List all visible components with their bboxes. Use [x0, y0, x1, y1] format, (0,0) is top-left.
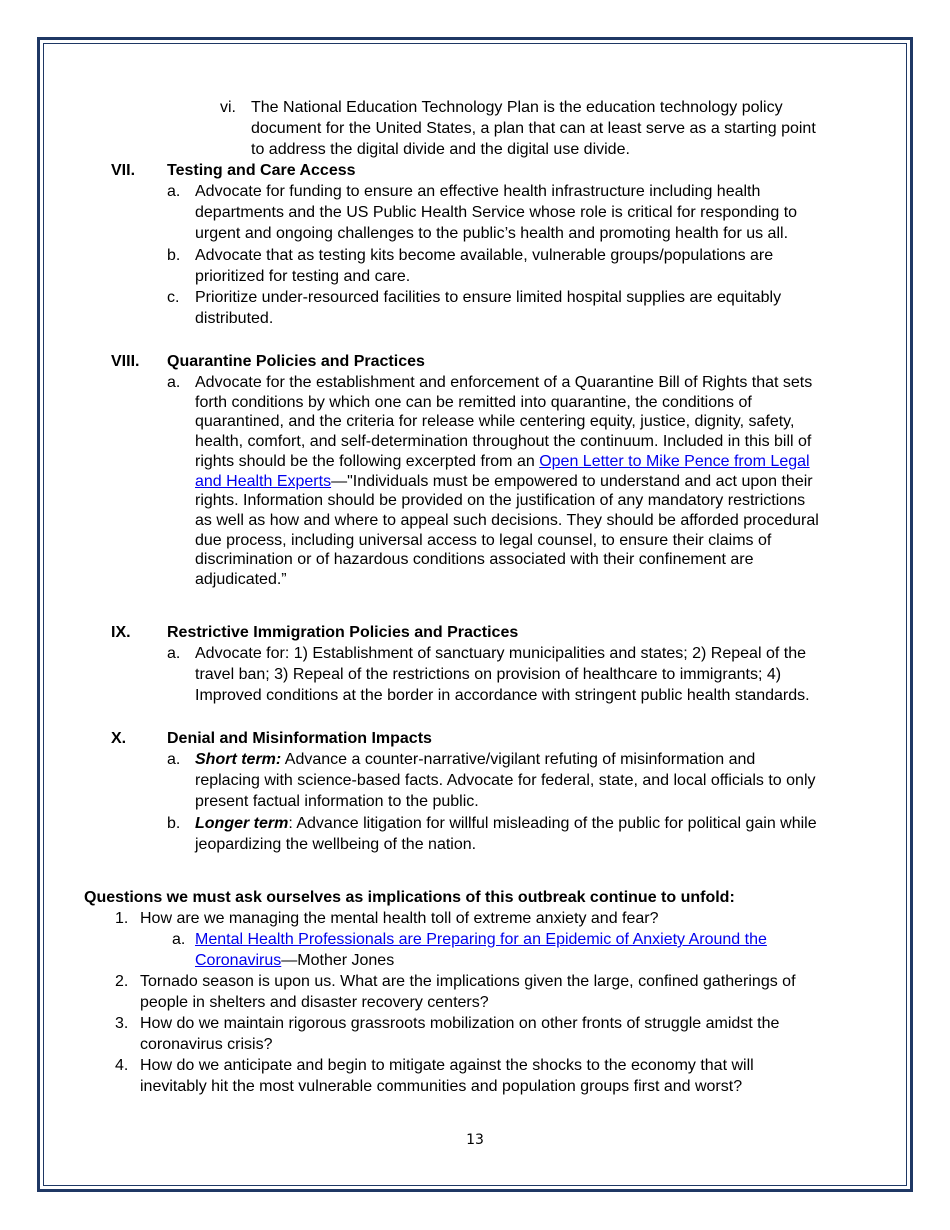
paragraph-line: due process, including universal access to legal counsel, to ensure their claims of — [195, 532, 772, 549]
paragraph-line: document for the United States, a plan that can at least serve as a starting point — [251, 120, 816, 137]
paragraph-text: —"Individuals must be empowered to understand and act upon their — [331, 473, 813, 490]
mental-health-article-link[interactable]: Mental Health Professionals are Preparing for an Epidemic of Anxiety Around the — [195, 931, 767, 948]
paragraph-line: forth conditions by which one can be remitted into quarantine, the conditions of — [195, 394, 752, 411]
paragraph-line: Advocate that as testing kits become available, vulnerable groups/populations are — [195, 247, 774, 264]
section-heading: Denial and Misinformation Impacts — [167, 730, 432, 747]
question-line: How do we anticipate and begin to mitigate against the shocks to the economy that will — [140, 1057, 754, 1074]
paragraph-line: as well as how and where to appeal such decisions. They should be afforded procedural — [195, 512, 819, 529]
paragraph-line: Improved conditions at the border in accordance with stringent public health standards. — [195, 687, 810, 704]
paragraph-line: departments and the US Public Health Service whose role is critical for responding to — [195, 204, 798, 221]
list-marker: b. — [167, 247, 181, 264]
open-letter-link-continued[interactable]: and Health Experts — [195, 473, 332, 490]
list-marker: vi. — [220, 99, 236, 116]
paragraph-line: The National Education Technology Plan is the education technology policy — [251, 99, 783, 116]
list-marker: b. — [167, 815, 181, 832]
question-line: inevitably hit the most vulnerable communities and population groups first and worst? — [140, 1078, 743, 1095]
paragraph-line: rights. Information should be provided on the justification of any mandatory restrictions — [195, 492, 806, 509]
list-marker: 1. — [115, 910, 129, 927]
paragraph-text: rights should be the following excerpted from an — [195, 453, 540, 470]
paragraph-text: Advance a counter-narrative/vigilant refuting of misinformation and — [281, 751, 756, 768]
term-label: Short term: — [195, 751, 282, 768]
paragraph-line: to address the digital divide and the digital use divide. — [251, 141, 630, 158]
list-marker: 3. — [115, 1015, 129, 1032]
paragraph-line: health, comfort, and self-determination throughout the continuum. Included in this bill of — [195, 433, 812, 450]
paragraph-line: travel ban; 3) Repeal of the restrictions on provision of healthcare to immigrants; 4) — [195, 666, 782, 683]
question-line: people in shelters and disaster recovery centers? — [140, 994, 489, 1011]
paragraph-line: Advocate for the establishment and enforcement of a Quarantine Bill of Rights that sets — [195, 374, 813, 391]
paragraph-line: prioritized for testing and care. — [195, 268, 411, 285]
question-line: How are we managing the mental health toll of extreme anxiety and fear? — [140, 910, 659, 927]
section-numeral: VII. — [111, 162, 136, 179]
question-line: coronavirus crisis? — [140, 1036, 273, 1053]
section-heading: Quarantine Policies and Practices — [167, 353, 425, 370]
paragraph-line: quarantined, and the criteria for release while centering equity, justice, dignity, safety, — [195, 413, 795, 430]
paragraph-line — [195, 471, 813, 492]
term-label: Longer term — [195, 815, 289, 832]
section-heading: Testing and Care Access — [167, 162, 356, 179]
list-marker: 4. — [115, 1057, 129, 1074]
open-letter-link[interactable]: Open Letter to Mike Pence from Legal — [539, 453, 810, 470]
section-numeral: IX. — [111, 624, 131, 641]
question-line: Tornado season is upon us. What are the implications given the large, confined gatherings of — [140, 973, 796, 990]
list-marker: c. — [167, 289, 180, 306]
paragraph-line: adjudicated.” — [195, 571, 287, 588]
paragraph-text: : Advance litigation for willful misleading of the public for political gain while — [288, 815, 817, 832]
paragraph-line: Advocate for funding to ensure an effective health infrastructure including health — [195, 183, 761, 200]
paragraph-line: urgent and ongoing challenges to the public’s health and promoting health for us all. — [195, 225, 789, 242]
paragraph-line: replacing with science-based facts. Advocate for federal, state, and local officials to only — [195, 772, 816, 789]
questions-heading: Questions we must ask ourselves as implications of this outbreak continue to unfold: — [84, 889, 735, 906]
mental-health-article-link-continued[interactable]: Coronavirus — [195, 952, 282, 969]
paragraph-line — [195, 749, 755, 770]
section-heading: Restrictive Immigration Policies and Practices — [167, 624, 519, 641]
paragraph-line: jeopardizing the wellbeing of the nation. — [195, 836, 477, 853]
list-marker: 2. — [115, 973, 129, 990]
question-line — [195, 929, 767, 950]
paragraph-line — [195, 813, 817, 834]
question-line — [195, 950, 394, 971]
paragraph-line: discrimination or of hazardous conditions associated with their confinement are — [195, 551, 754, 568]
list-marker: a. — [172, 931, 186, 948]
paragraph-line: Advocate for: 1) Establishment of sanctuary municipalities and states; 2) Repeal of the — [195, 645, 806, 662]
list-marker: a. — [167, 751, 181, 768]
paragraph-line: distributed. — [195, 310, 274, 327]
paragraph-line: present factual information to the public. — [195, 793, 479, 810]
list-marker: a. — [167, 645, 181, 662]
source-text: —Mother Jones — [281, 952, 395, 969]
paragraph-line: Prioritize under-resourced facilities to ensure limited hospital supplies are equitably — [195, 289, 782, 306]
paragraph-line — [195, 451, 810, 472]
section-numeral: X. — [111, 730, 127, 747]
list-marker: a. — [167, 374, 181, 391]
list-marker: a. — [167, 183, 181, 200]
page-number: 13 — [466, 1132, 484, 1148]
section-numeral: VIII. — [111, 353, 140, 370]
question-line: How do we maintain rigorous grassroots mobilization on other fronts of struggle amidst the — [140, 1015, 780, 1032]
